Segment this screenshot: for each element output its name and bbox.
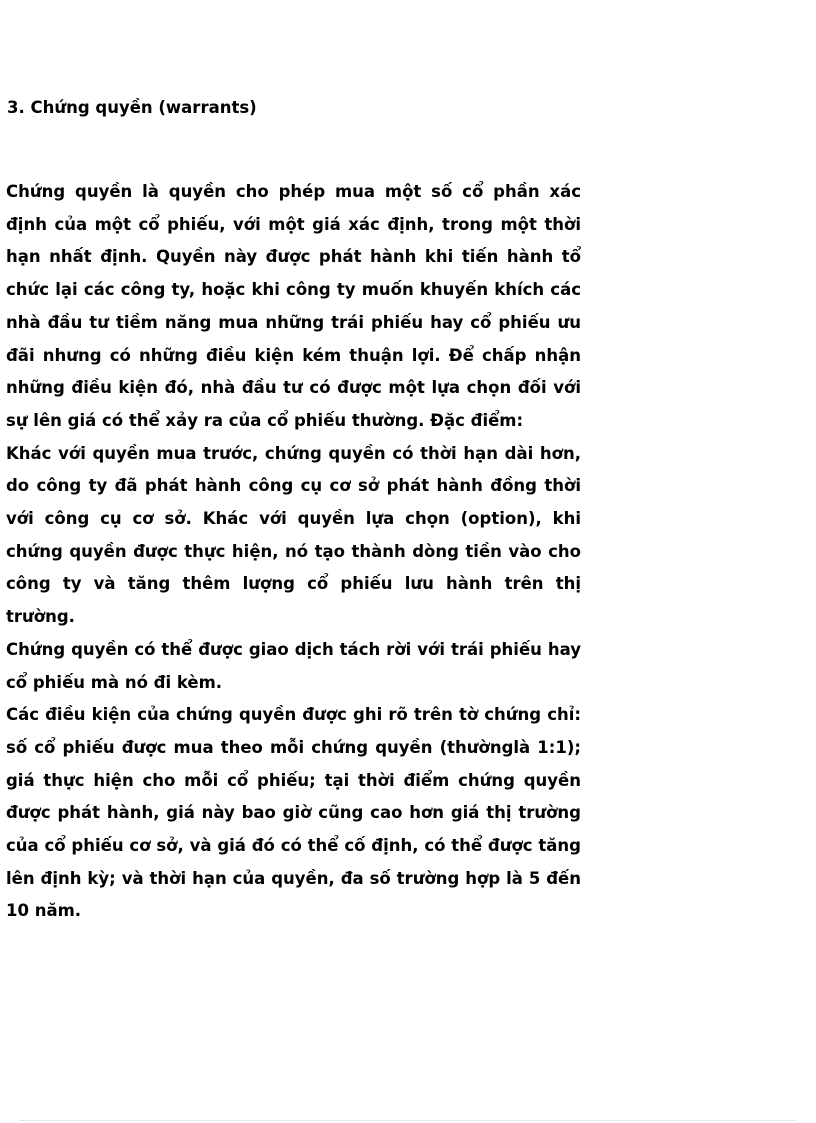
paragraph-conditions: Các điều kiện của chứng quyền được ghi rõ trên tờ chứng chỉ: số cổ phiếu được mua theo mỗi chứng quyền (thườnglà 1:1); giá thực hiện cho mỗi cổ phiếu; tại thời điểm chứng quyền được phát hành, giá này bao giờ cũng cao hơn giá thị trường của cổ phiếu cơ sở, và giá đó có thể cố định, có thể được tăng lên định kỳ; và thời hạn của quyền, đa số trường hợp là 5 đến 10 năm. — [6, 705, 581, 921]
section-heading: 3. Chứng quyền (warrants) — [7, 98, 257, 117]
paragraph-definition: Chứng quyền là quyền cho phép mua một số cổ phần xác định của một cổ phiếu, với một giá xác định, trong một thời hạn nhất định. Quyền này được phát hành khi tiến hành tổ chức lại các công ty, hoặc khi công ty muốn khuyến khích các nhà đầu tư tiềm năng mua những trái phiếu hay cổ phiếu ưu đãi nhưng có những điều kiện kém thuận lợi. Để chấp nhận những điều kiện đó, nhà đầu tư có được một lựa chọn đối với sự lên giá có thể xảy ra của cổ phiếu thường. Đặc điểm: — [6, 182, 581, 430]
paragraph-comparison: Khác với quyền mua trước, chứng quyền có thời hạn dài hơn, do công ty đã phát hành công cụ cơ sở phát hành đồng thời với công cụ cơ sở. Khác với quyền lựa chọn (option), khi chứng quyền được thực hiện, nó tạo thành dòng tiền vào cho công ty và tăng thêm lượng cổ phiếu lưu hành trên thị trường. — [6, 443, 581, 627]
page-bottom-divider — [20, 1120, 796, 1121]
body-text — [6, 176, 581, 928]
paragraph-trading: Chứng quyền có thể được giao dịch tách rời với trái phiếu hay cổ phiếu mà nó đi kèm. — [6, 639, 581, 692]
